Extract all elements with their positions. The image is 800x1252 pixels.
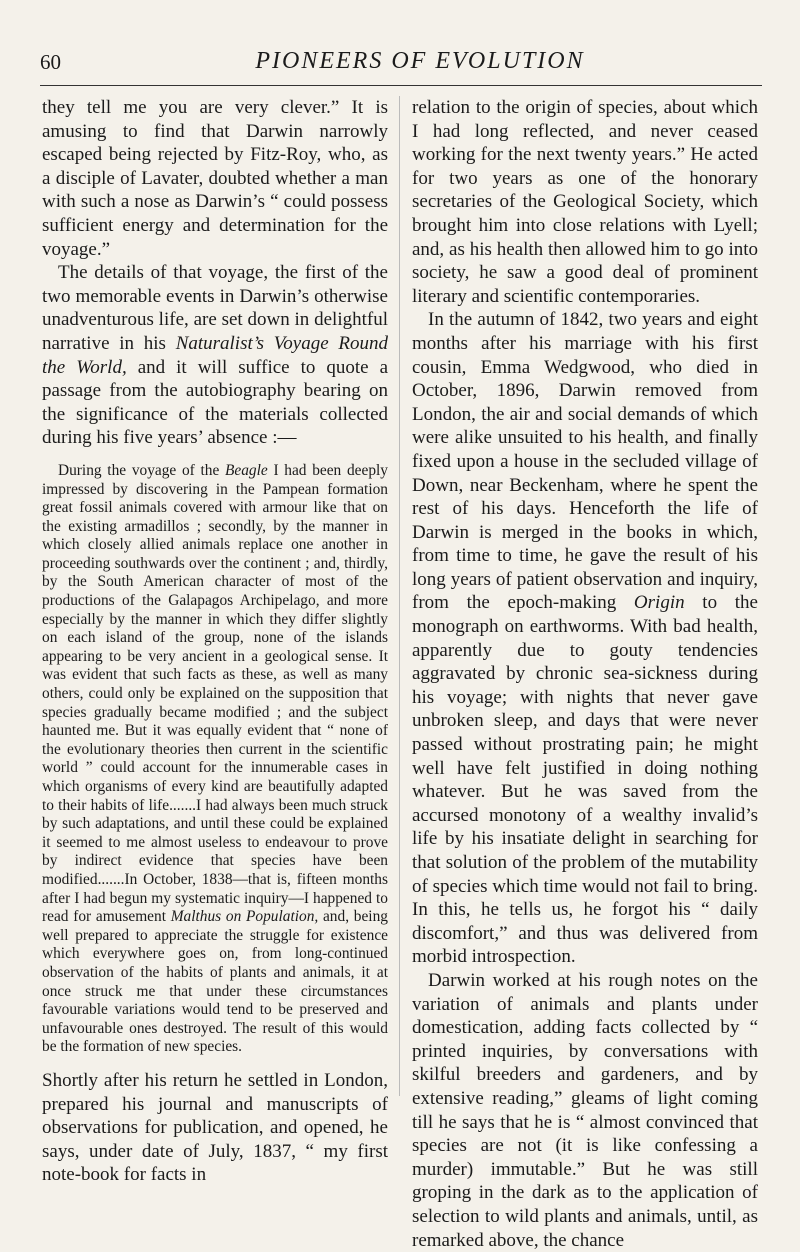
paragraph: Darwin worked at his rough notes on the variation of animals and plants under domestication, adding facts collected by “ printed inquiries, by conversations with skilful breeders and gardeners, and by extensive reading,” gleams of light coming till he says that he is “ almost convinced that species are not (it is like confessing a murder) immutable.” But he was still groping in the dark as to the application of selection to wild plants and animals, until, as remarked above, the chance — [412, 969, 758, 1251]
book-title: Malthus on Population, — [170, 908, 319, 926]
text-run: The details of that voyage, the first of the two memorable events in Darwin’s otherwise unadventurous life, are set down in delightful narrative in his — [42, 262, 388, 354]
text-run: In the autumn of 1842, two years and eight months after his marriage with his first cousin, Emma Wedgwood, who died in October, 1896, Darwin removed from London, the air and social demands of which were alike unsuited to his health, and finally fixed upon a house in the secluded village of Down, near Beckenham, where he spent the rest of his days. Henceforth the life of Darwin is merged in the books in which, from time to time, he gave the result of his long years of patient observation and inquiry, from the epoch-making — [412, 309, 758, 614]
left-column — [42, 96, 388, 1186]
ship-name: Beagle — [225, 461, 268, 479]
paragraph — [42, 261, 388, 450]
paragraph: Shortly after his return he settled in London, prepared his journal and manuscripts of observations for publication, and opened, he says, under date of July, 1837, “ my first note-book for facts in — [42, 1069, 388, 1186]
book-title: Origin — [633, 592, 685, 614]
book-title: Naturalist’s Voyage Round the World, — [42, 332, 388, 378]
column-gutter — [399, 96, 400, 1096]
text-run: to the monograph on earthworms. With bad health, apparently due to gouty tendencies aggravated by chronic sea-sickness during his voyage; with nights that never gave unbroken sleep, and days that were never passed without prostrating pain; he might well have felt justified in doing nothing whatever. But he was saved from the accursed monotony of a wealthy invalid’s life by his insatiate delight in searching for that solution of the problem of the mutability of species which time would not fail to bring. In this, he tells us, he forgot his “ daily discomfort,” and thus was delivered from morbid introspection. — [412, 592, 758, 968]
running-title: PIONEERS OF EVOLUTION — [255, 48, 585, 74]
text-run: I had been deeply impressed by discovering in the Pampean formation great fossil animals covered with armour like that on the existing armadillos ; secondly, by the manner in which closely allied animals replace one another in proceeding southwards over the continent ; and, thirdly, by the South American character of most of the productions of the Galapagos Archipelago, and more especially by the manner in which they differ slightly on each island of the group, none of the islands appearing to be very ancient in a geological sense. It was evident that such facts as these, as well as many others, could only be explained on the supposition that species gradually became modified ; and the subject haunted me. But it was equally evident that “ none of the evolutionary theories then current in the scientific world ” could account for the innumerable cases in which organisms of every kind are beautifully adapted to their habits of life.......I had always been much struck by such adaptations, and until these could be explained it seemed to me almost useless to endeavour to prove by indirect evidence that species have been modified.......In October, 1838—that is, fifteen months after I had begun my systematic inquiry—I happened to read for amusement — [42, 461, 388, 926]
right-column — [412, 96, 758, 1251]
block-quote — [42, 462, 388, 1057]
header-rule — [40, 85, 762, 86]
page-number: 60 — [40, 50, 61, 74]
paragraph: they tell me you are very clever.” It is amusing to find that Darwin narrowly escaped being rejected by Fitz-Roy, who, as a disciple of Lavater, doubted whether a man with such a nose as Darwin’s “ could possess sufficient energy and determination for the voyage.” — [42, 97, 388, 260]
paragraph — [412, 308, 758, 969]
page-header — [40, 44, 760, 84]
text-run: During the voyage of the — [58, 461, 225, 479]
text-run: and, being well prepared to appreciate the struggle for existence which everywhere goes on, from long-continued observation of the habits of plants and animals, it at once struck me that under these circumstances favourable variations would tend to be preserved and unfavourable ones destroyed. The result of this would be the formation of new species. — [42, 908, 388, 1056]
paragraph: relation to the origin of species, about which I had long reflected, and never ceased working for the next twenty years.” He acted for two years as one of the honorary secretaries of the Geological Society, which brought him into close relations with Lyell; and, as his health then allowed him to go into society, he saw a good deal of prominent literary and scientific contemporaries. — [412, 97, 758, 307]
text-run: and it will suffice to quote a passage from the autobiography bearing on the significance of the materials collected during his five years’ absence :— — [42, 356, 388, 449]
